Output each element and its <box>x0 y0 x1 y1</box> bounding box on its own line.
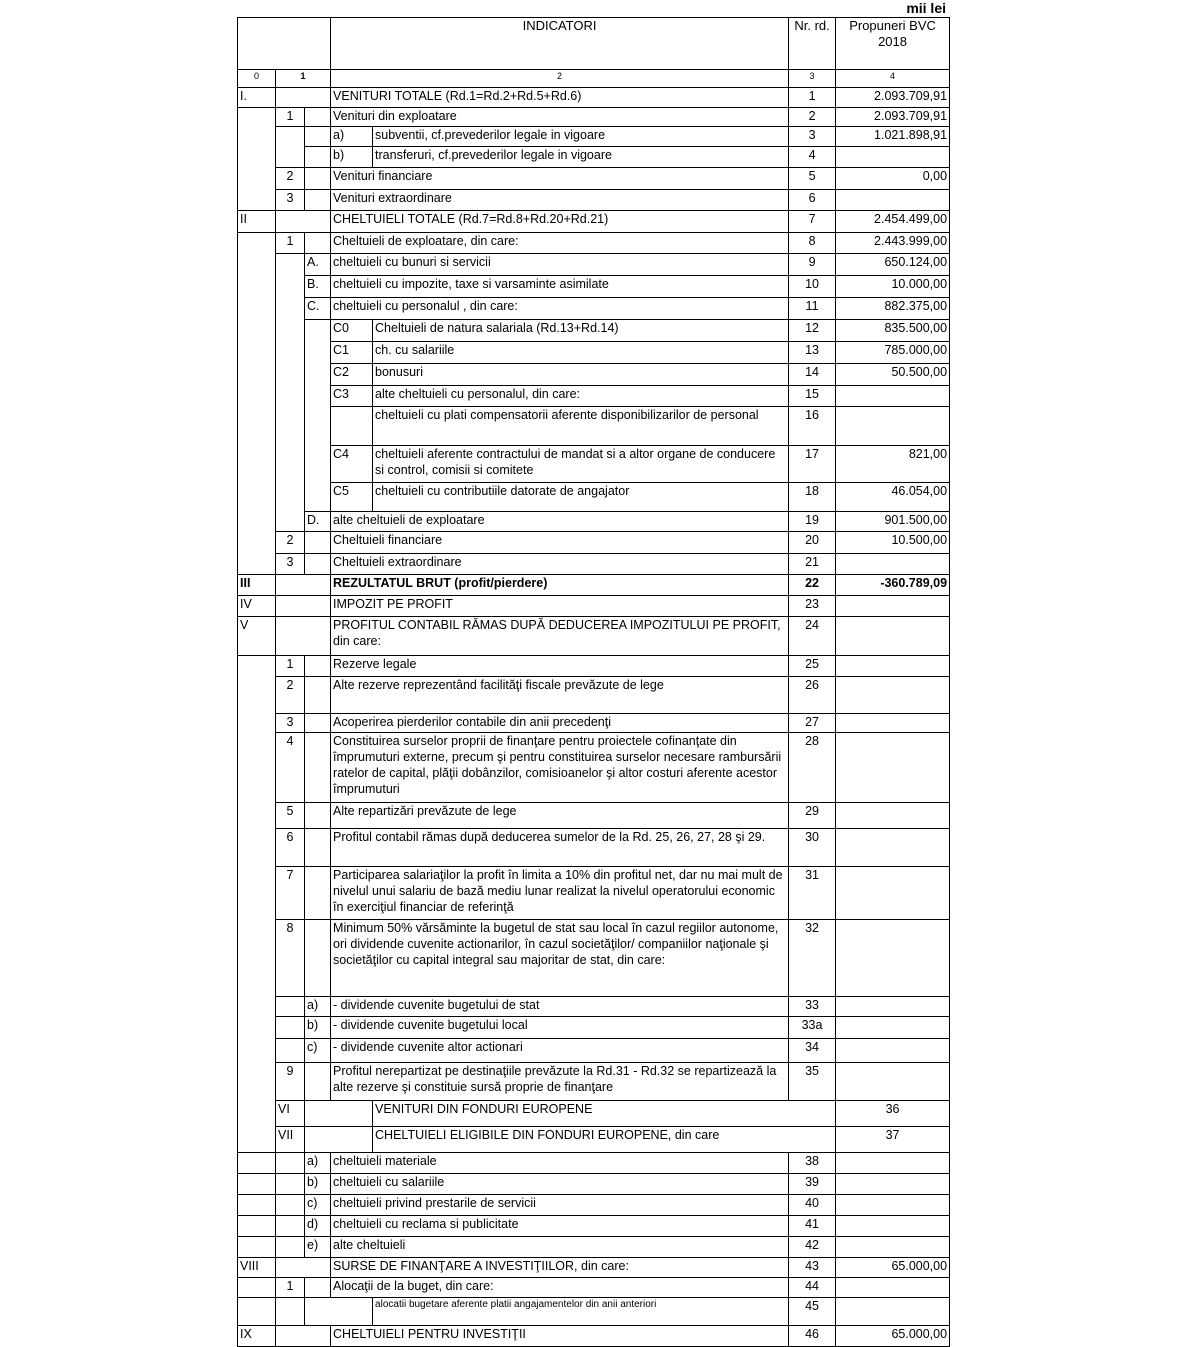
row-number: 11 <box>789 298 836 320</box>
row-value: 10.000,00 <box>836 276 950 298</box>
header-row <box>238 18 950 70</box>
row-label: Constituirea surselor proprii de finanţare pentru proiectele cofinanţate din împrumuturi externe, precum şi pentru constituirea surselor necesare rambursării ratelor de capital, plăţii dobânzilor, comisioanelor şi altor costuri aferente acestor împrumuturi <box>331 733 789 803</box>
row-value: 2.443.999,00 <box>836 233 950 254</box>
table-row <box>238 254 950 276</box>
sub-number: 3 <box>276 554 305 575</box>
sub-letter: a) <box>331 127 373 147</box>
row-value: 0,00 <box>836 168 950 190</box>
row-number: 35 <box>789 1063 836 1101</box>
sub-number: 2 <box>276 168 305 190</box>
table-row <box>238 190 950 211</box>
row-label: Acoperirea pierderilor contabile din anii precedenţi <box>331 714 789 733</box>
empty-cell <box>305 168 331 190</box>
row-number: 39 <box>789 1174 836 1195</box>
row-label: - dividende cuvenite bugetului de stat <box>331 997 789 1017</box>
row-label: Cheltuieli extraordinare <box>331 554 789 575</box>
row-label: Profitul nerepartizat pe destinaţiile prevăzute la Rd.31 - Rd.32 se repartizează la alte rezerve şi constituie sursă proprie de finanţare <box>331 1063 789 1101</box>
row-number: 26 <box>789 677 836 714</box>
group-letter: D. <box>305 512 331 532</box>
group-letter: B. <box>305 276 331 298</box>
row-label: CHELTUIELI ELIGIBILE DIN FONDURI EUROPENE, din care <box>373 1127 836 1153</box>
row-label: cheltuieli aferente contractului de mandat si a altor organe de conducere si control, comisii si comitete <box>373 446 789 483</box>
row-value: 65.000,00 <box>836 1258 950 1278</box>
empty-cell <box>276 1258 331 1278</box>
row-label: SURSE DE FINANŢARE A INVESTIŢIILOR, din care: <box>331 1258 789 1278</box>
row-value <box>836 997 950 1017</box>
row-number: 40 <box>789 1195 836 1216</box>
empty-cell <box>276 211 331 233</box>
empty-cell <box>305 1101 373 1127</box>
table-row <box>238 1298 950 1326</box>
sub-letter: b) <box>331 147 373 168</box>
row-value <box>836 1174 950 1195</box>
budget-table <box>237 17 950 1347</box>
row-value: 46.054,00 <box>836 483 950 512</box>
row-label: Venituri din exploatare <box>331 108 789 127</box>
header-propuneri: Propuneri BVC 2018 <box>836 18 950 70</box>
row-value <box>836 733 950 803</box>
column-number-row <box>238 70 950 88</box>
row-value <box>836 1195 950 1216</box>
row-label: VENITURI DIN FONDURI EUROPENE <box>373 1101 836 1127</box>
row-number: 14 <box>789 364 836 386</box>
empty-cell <box>305 803 331 829</box>
row-number: 20 <box>789 532 836 554</box>
empty-cell <box>305 127 331 147</box>
row-number: 33 <box>789 997 836 1017</box>
row-label: - dividende cuvenite bugetului local <box>331 1017 789 1039</box>
empty-cell <box>276 596 331 617</box>
colnum-1: 1 <box>276 70 331 88</box>
table-row <box>238 1326 950 1347</box>
empty-cell <box>276 1326 331 1347</box>
row-label: cheltuieli cu contributiile datorate de angajator <box>373 483 789 512</box>
empty-cell <box>305 1278 331 1298</box>
row-label: Venituri extraordinare <box>331 190 789 211</box>
table-row <box>238 1195 950 1216</box>
row-value <box>836 1039 950 1063</box>
table-row <box>238 575 950 596</box>
table-row <box>238 554 950 575</box>
group-letter: b) <box>305 1017 331 1039</box>
row-label: cheltuieli cu plati compensatorii aferente disponibilizarilor de personal <box>373 407 789 446</box>
empty-cell <box>305 320 331 512</box>
empty-cell <box>238 1195 276 1216</box>
table-row <box>238 168 950 190</box>
row-value: 10.500,00 <box>836 532 950 554</box>
row-value <box>836 656 950 677</box>
table-row <box>238 1063 950 1101</box>
row-value: 835.500,00 <box>836 320 950 342</box>
row-number: 42 <box>789 1237 836 1258</box>
empty-cell <box>276 617 331 656</box>
group-letter: c) <box>305 1039 331 1063</box>
row-value <box>836 554 950 575</box>
roman-numeral: VIII <box>238 1258 276 1278</box>
empty-cell <box>305 656 331 677</box>
row-number: 15 <box>789 386 836 407</box>
row-number: 43 <box>789 1258 836 1278</box>
table-row <box>238 1237 950 1258</box>
row-value <box>836 407 950 446</box>
row-label: PROFITUL CONTABIL RĂMAS DUPĂ DEDUCEREA IMPOZITULUI PE PROFIT, din care: <box>331 617 789 656</box>
empty-cell <box>305 1127 373 1153</box>
table-row <box>238 1039 950 1063</box>
empty-cell <box>238 1278 276 1298</box>
colnum-2: 2 <box>331 70 789 88</box>
row-value: 821,00 <box>836 446 950 483</box>
row-number: 21 <box>789 554 836 575</box>
empty-cell <box>305 532 331 554</box>
group-letter: a) <box>305 997 331 1017</box>
table-row <box>238 733 950 803</box>
row-number: 24 <box>789 617 836 656</box>
empty-cell <box>305 829 331 867</box>
row-number: 4 <box>789 147 836 168</box>
row-label: cheltuieli cu bunuri si servicii <box>331 254 789 276</box>
row-number: 18 <box>789 483 836 512</box>
sub-number: 3 <box>276 714 305 733</box>
roman-numeral: VII <box>276 1127 305 1153</box>
table-row <box>238 997 950 1017</box>
empty-cell <box>305 190 331 211</box>
empty-cell <box>305 920 331 997</box>
empty-cell <box>276 1195 305 1216</box>
row-label: Participarea salariaţilor la profit în limita a 10% din profitul net, dar nu mai mult de nivelul unui salariu de bază mediu lunar realizat la nivelul operatorului economic în exerciţiul financiar de referinţă <box>331 867 789 920</box>
row-value <box>836 829 950 867</box>
row-number: 16 <box>789 407 836 446</box>
row-value <box>836 714 950 733</box>
row-value <box>836 1298 950 1326</box>
row-number: 12 <box>789 320 836 342</box>
empty-cell <box>238 233 276 575</box>
row-number: 46 <box>789 1326 836 1347</box>
sub-number: 6 <box>276 829 305 867</box>
row-number: 28 <box>789 733 836 803</box>
row-label: IMPOZIT PE PROFIT <box>331 596 789 617</box>
table-row <box>238 298 950 320</box>
row-number: 2 <box>789 108 836 127</box>
empty-cell <box>305 1298 373 1326</box>
group-letter: e) <box>305 1237 331 1258</box>
table-row <box>238 211 950 233</box>
empty-cell <box>305 677 331 714</box>
empty-cell <box>238 1298 276 1326</box>
row-value <box>836 1237 950 1258</box>
table-row <box>238 386 950 407</box>
row-number: 8 <box>789 233 836 254</box>
roman-numeral: III <box>238 575 276 596</box>
row-label: alte cheltuieli cu personalul, din care: <box>373 386 789 407</box>
table-row <box>238 1017 950 1039</box>
row-number: 34 <box>789 1039 836 1063</box>
empty-cell <box>305 733 331 803</box>
row-label: alte cheltuieli <box>331 1237 789 1258</box>
sub-letter: C2 <box>331 364 373 386</box>
row-value: 882.375,00 <box>836 298 950 320</box>
row-number: 29 <box>789 803 836 829</box>
row-number: 23 <box>789 596 836 617</box>
roman-numeral: II <box>238 211 276 233</box>
row-label: Alte rezerve reprezentând facilităţi fiscale prevăzute de lege <box>331 677 789 714</box>
row-number: 19 <box>789 512 836 532</box>
empty-cell <box>305 867 331 920</box>
row-number: 30 <box>789 829 836 867</box>
row-number: 25 <box>789 656 836 677</box>
row-label: - dividende cuvenite altor actionari <box>331 1039 789 1063</box>
unit-label: mii lei <box>906 0 946 16</box>
row-number: 3 <box>789 127 836 147</box>
row-label: alocatii bugetare aferente platii angajamentelor din anii anteriori <box>373 1298 789 1326</box>
row-label: Venituri financiare <box>331 168 789 190</box>
colnum-3: 3 <box>789 70 836 88</box>
row-value: 785.000,00 <box>836 342 950 364</box>
table-row <box>238 617 950 656</box>
sub-number: 8 <box>276 920 305 997</box>
row-value: 650.124,00 <box>836 254 950 276</box>
row-number: 44 <box>789 1278 836 1298</box>
empty-cell <box>276 1237 305 1258</box>
empty-cell <box>276 1298 305 1326</box>
empty-cell <box>276 997 305 1017</box>
roman-numeral: V <box>238 617 276 656</box>
row-value <box>836 617 950 656</box>
table-row <box>238 276 950 298</box>
empty-cell <box>238 108 276 211</box>
sub-number: 1 <box>276 656 305 677</box>
group-letter: A. <box>305 254 331 276</box>
row-value <box>836 190 950 211</box>
group-letter: a) <box>305 1153 331 1174</box>
row-label: alte cheltuieli de exploatare <box>331 512 789 532</box>
empty-cell <box>305 714 331 733</box>
row-number: 17 <box>789 446 836 483</box>
row-label: CHELTUIELI TOTALE (Rd.7=Rd.8+Rd.20+Rd.21) <box>331 211 789 233</box>
roman-numeral: IX <box>238 1326 276 1347</box>
empty-cell <box>238 1237 276 1258</box>
row-label: Alocaţii de la buget, din care: <box>331 1278 789 1298</box>
sub-number: 2 <box>276 677 305 714</box>
sub-number: 1 <box>276 108 305 127</box>
header-indicatori: INDICATORI <box>331 18 789 70</box>
table-row <box>238 88 950 108</box>
table-row <box>238 407 950 446</box>
table-row <box>238 1216 950 1237</box>
table-row <box>238 108 950 127</box>
row-value <box>836 867 950 920</box>
row-label: cheltuieli cu personalul , din care: <box>331 298 789 320</box>
row-label: Alte repartizări prevăzute de lege <box>331 803 789 829</box>
sub-letter: C0 <box>331 320 373 342</box>
row-number: 13 <box>789 342 836 364</box>
empty-cell <box>276 1017 305 1039</box>
row-label: Cheltuieli financiare <box>331 532 789 554</box>
sub-number: 5 <box>276 803 305 829</box>
row-value: 1.021.898,91 <box>836 127 950 147</box>
row-number: 36 <box>836 1101 950 1127</box>
table-row <box>238 656 950 677</box>
row-number: 41 <box>789 1216 836 1237</box>
row-number: 38 <box>789 1153 836 1174</box>
empty-cell <box>305 554 331 575</box>
table-row <box>238 1278 950 1298</box>
sub-number: 7 <box>276 867 305 920</box>
sub-number: 1 <box>276 233 305 254</box>
group-letter: d) <box>305 1216 331 1237</box>
row-value: 2.454.499,00 <box>836 211 950 233</box>
empty-cell <box>276 1174 305 1195</box>
table-row <box>238 714 950 733</box>
empty-cell <box>305 233 331 254</box>
header-blank <box>238 18 331 70</box>
row-value <box>836 677 950 714</box>
row-number: 6 <box>789 190 836 211</box>
table-row <box>238 342 950 364</box>
empty-cell <box>276 1153 305 1174</box>
table-row <box>238 829 950 867</box>
row-label: Cheltuieli de exploatare, din care: <box>331 233 789 254</box>
table-row <box>238 147 950 168</box>
empty-cell <box>305 1063 331 1101</box>
row-label: REZULTATUL BRUT (profit/pierdere) <box>331 575 789 596</box>
colnum-0: 0 <box>238 70 276 88</box>
row-number: 33a <box>789 1017 836 1039</box>
row-number: 37 <box>836 1127 950 1153</box>
table-row <box>238 803 950 829</box>
group-letter: b) <box>305 1174 331 1195</box>
row-label: cheltuieli privind prestarile de servicii <box>331 1195 789 1216</box>
table-row <box>238 364 950 386</box>
row-label: ch. cu salariile <box>373 342 789 364</box>
table-row <box>238 1258 950 1278</box>
row-label: CHELTUIELI PENTRU INVESTIŢII <box>331 1326 789 1347</box>
row-number: 5 <box>789 168 836 190</box>
row-value <box>836 386 950 407</box>
row-value: 2.093.709,91 <box>836 108 950 127</box>
row-value: 50.500,00 <box>836 364 950 386</box>
empty-cell <box>276 575 331 596</box>
empty-cell <box>276 254 305 532</box>
empty-cell <box>276 1039 305 1063</box>
row-value: -360.789,09 <box>836 575 950 596</box>
table-row <box>238 1174 950 1195</box>
row-number: 45 <box>789 1298 836 1326</box>
group-letter: C. <box>305 298 331 320</box>
sub-number: 4 <box>276 733 305 803</box>
table-row <box>238 446 950 483</box>
row-value <box>836 1017 950 1039</box>
table-row <box>238 920 950 997</box>
row-value <box>836 596 950 617</box>
empty-cell <box>305 147 331 168</box>
row-value: 65.000,00 <box>836 1326 950 1347</box>
row-value <box>836 1216 950 1237</box>
group-letter: c) <box>305 1195 331 1216</box>
row-label: cheltuieli cu salariile <box>331 1174 789 1195</box>
header-nr-rd: Nr. rd. <box>789 18 836 70</box>
table-row <box>238 233 950 254</box>
row-number: 32 <box>789 920 836 997</box>
sub-letter <box>331 407 373 446</box>
row-value: 2.093.709,91 <box>836 88 950 108</box>
row-number: 7 <box>789 211 836 233</box>
row-label: transferuri, cf.prevederilor legale in vigoare <box>373 147 789 168</box>
empty-cell <box>276 1216 305 1237</box>
row-label: cheltuieli cu reclama si publicitate <box>331 1216 789 1237</box>
row-value <box>836 920 950 997</box>
table-row <box>238 483 950 512</box>
row-number: 27 <box>789 714 836 733</box>
roman-numeral: VI <box>276 1101 305 1127</box>
sub-number: 2 <box>276 532 305 554</box>
row-value <box>836 1063 950 1101</box>
sub-letter: C3 <box>331 386 373 407</box>
row-value <box>836 1153 950 1174</box>
row-number: 31 <box>789 867 836 920</box>
row-label: bonusuri <box>373 364 789 386</box>
table-row <box>238 127 950 147</box>
row-number: 9 <box>789 254 836 276</box>
colnum-4: 4 <box>836 70 950 88</box>
empty-cell <box>238 1216 276 1237</box>
row-label: Cheltuieli de natura salariala (Rd.13+Rd.14) <box>373 320 789 342</box>
table-row <box>238 867 950 920</box>
row-label: Minimum 50% vărsăminte la bugetul de stat sau local în cazul regiilor autonome, ori dividende cuvenite actionarilor, în cazul societăţilor/ companiilor naţionale şi societăţilor cu capital integral sau majoritar de stat, din care: <box>331 920 789 997</box>
table-row <box>238 1153 950 1174</box>
row-label: cheltuieli cu impozite, taxe si varsaminte asimilate <box>331 276 789 298</box>
row-value: 901.500,00 <box>836 512 950 532</box>
row-value <box>836 147 950 168</box>
table-row <box>238 532 950 554</box>
empty-cell <box>238 1174 276 1195</box>
empty-cell <box>238 656 276 1153</box>
sub-number: 1 <box>276 1278 305 1298</box>
row-number: 22 <box>789 575 836 596</box>
table-row <box>238 677 950 714</box>
table-row <box>238 596 950 617</box>
roman-numeral: I. <box>238 88 276 108</box>
sub-letter: C1 <box>331 342 373 364</box>
empty-cell <box>238 1153 276 1174</box>
roman-numeral: IV <box>238 596 276 617</box>
sub-letter: C4 <box>331 446 373 483</box>
row-value <box>836 1278 950 1298</box>
table-row <box>238 320 950 342</box>
table-row <box>238 512 950 532</box>
table-row <box>238 1127 950 1153</box>
empty-cell <box>276 127 305 168</box>
row-number: 1 <box>789 88 836 108</box>
empty-cell <box>276 88 331 108</box>
empty-cell <box>305 108 331 127</box>
sub-number: 3 <box>276 190 305 211</box>
row-label: subventii, cf.prevederilor legale in vigoare <box>373 127 789 147</box>
sub-number: 9 <box>276 1063 305 1101</box>
sub-letter: C5 <box>331 483 373 512</box>
row-number: 10 <box>789 276 836 298</box>
table-row <box>238 1101 950 1127</box>
row-label: Rezerve legale <box>331 656 789 677</box>
row-label: Profitul contabil rămas după deducerea sumelor de la Rd. 25, 26, 27, 28 şi 29. <box>331 829 789 867</box>
row-label: VENITURI TOTALE (Rd.1=Rd.2+Rd.5+Rd.6) <box>331 88 789 108</box>
row-value <box>836 803 950 829</box>
row-label: cheltuieli materiale <box>331 1153 789 1174</box>
